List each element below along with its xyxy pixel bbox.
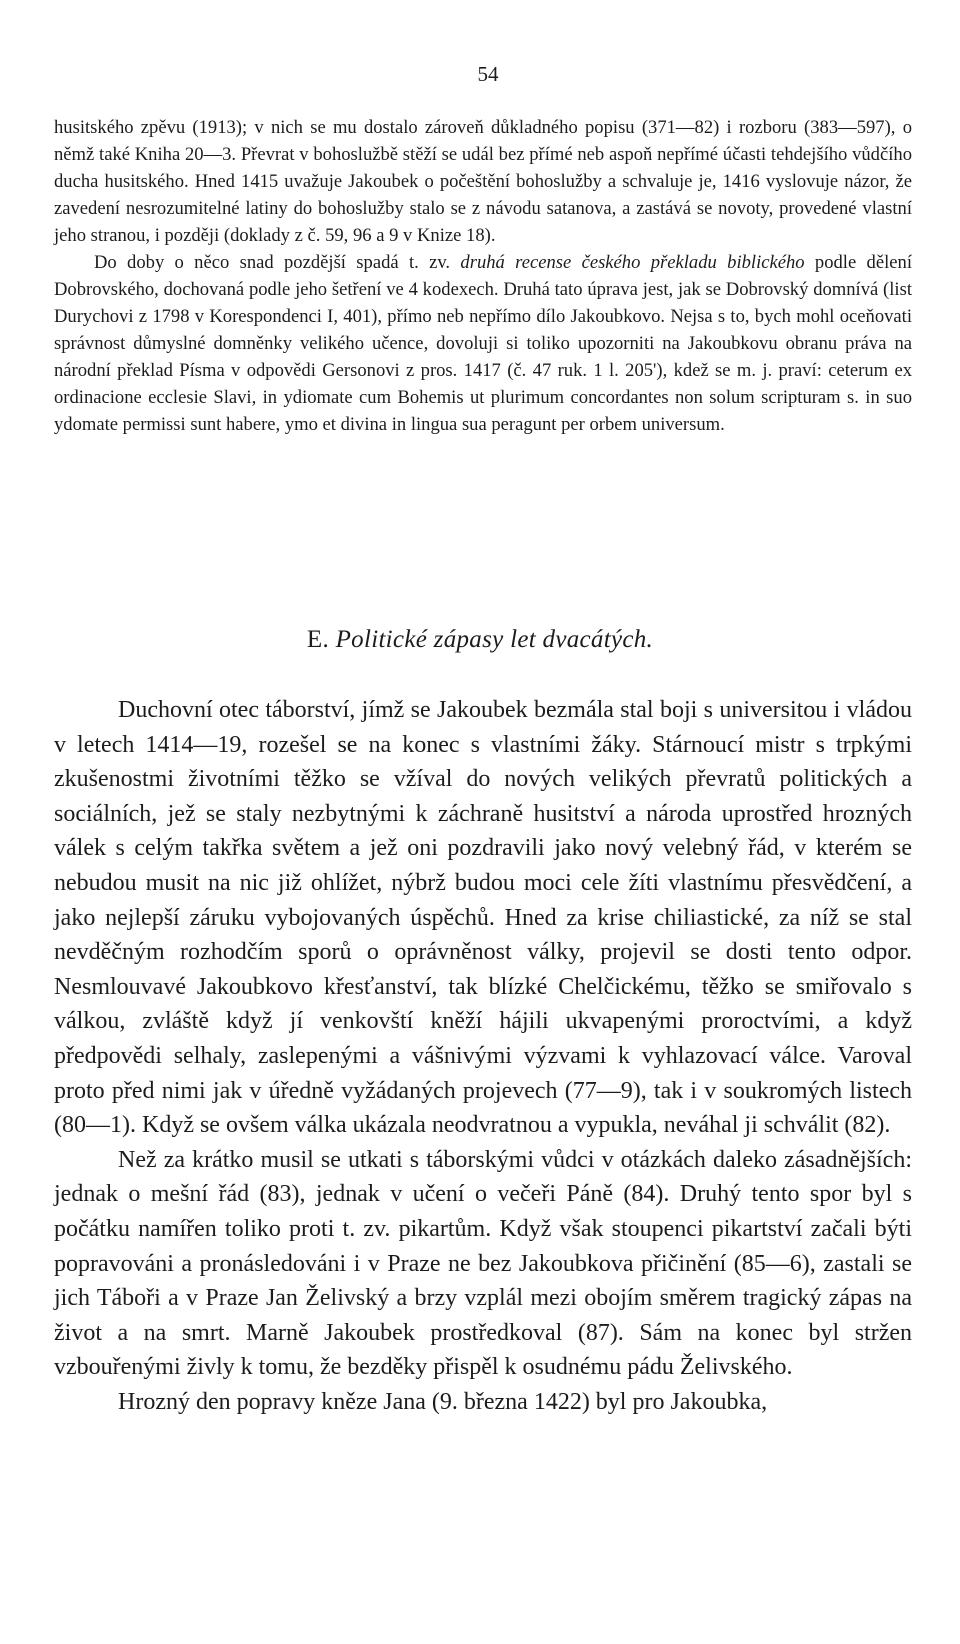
- main-text-section: [54, 693, 912, 1419]
- small-paragraph: [54, 249, 912, 438]
- body-paragraph: Hrozný den popravy kněze Jana (9. března 1422) byl pro Jakoubka,: [118, 1388, 768, 1415]
- page-number: 54: [477, 62, 499, 86]
- section-title: Politické zápasy let dvacátých.: [335, 626, 654, 653]
- body-paragraph: Než za krátko musil se utkati s táborskými vůdci v otázkách daleko zásadnějších: jednak o mešní řád (83), jednak v učení o večeři Páně (84). Druhý tento spor byl s počátku namířen toliko proti t. zv. pikartům. Když však stoupenci pikartství začali býti popravováni a pronásledováni i v Praze ne bez Jakoubkova přičinění (85—6), zastali se jich Táboři a v Praze Jan Želivský a brzy vzplál mezi obojím směrem tragický zápas na život a na smrt. Marně Jakoubek prostředkoval (87). Sám na konec byl stržen vzbouřenými živly k tomu, že bezděky přispěl k osudnému pádu Želivského.: [54, 1146, 912, 1381]
- italic-title: druhá recense českého překladu biblického: [460, 252, 805, 273]
- section-heading: [0, 626, 960, 654]
- small-print-section: [54, 114, 912, 438]
- small-paragraph: husitského zpěvu (1913); v nich se mu dostalo zároveň důkladného popisu (371—82) i rozboru (383—597), o němž také Kniha 20—3. Převrat v bohoslužbě stěží se udál bez přímé neb aspoň nepřímé účasti tehdejšího vůdčího ducha husitského. Hned 1415 uvažuje Jakoubek o počeštění bohoslužby a schvaluje je, 1416 vyslovuje názor, že zavedení nesrozumitelné latiny do bohoslužby stalo se z návodu satanova, a zastává se novoty, provedené vlastní jeho stranou, i později (doklady z č. 59, 96 a 9 v Knize 18).: [54, 117, 912, 246]
- text-run: Do doby o něco snad pozdější spadá t. zv.: [94, 252, 461, 273]
- section-letter: E.: [306, 626, 330, 653]
- text-run: podle dělení Dobrovského, dochovaná podle jeho šetření ve 4 kodexech. Druhá tato úprava jest, jak se Dobrovský domnívá (list Durychovi z 1798 v Korespondenci I, 401), přímo neb nepřímo dílo Jakoubkovo. Nejsa s to, bych mohl oceňovati správnost důmyslné domněnky velikého učence, dovoluji si toliko upozorniti na Jakoubkovu obranu práva na národní překlad Písma v odpovědi Gersonovi z pros. 1417 (č. 47 ruk. 1 l. 205'), kdež se m. j. praví: ceterum ex ordinacione ecclesie Slavi, in ydiomate cum Bohemis ut plurimum concordantes non solum scripturam s. in suo ydomate permissi sunt habere, ymo et divina in lingua sua peragunt per orbem universum.: [54, 252, 912, 435]
- body-paragraph: Duchovní otec táborství, jímž se Jakoubek bezmála stal boji s universitou i vládou v letech 1414—19, rozešel se na konec s vlastními žáky. Stárnoucí mistr s trpkými zkušenostmi životními těžko se vžíval do nových velikých převratů politických a sociálních, jež se staly nezbytnými k záchraně husitství a národa uprostřed hrozných válek s celým takřka světem a jež oni pozdravili jako nový velebný řád, v kterém se nebudou musit na nic již ohlížet, nýbrž budou moci cele žíti vlastnímu přesvědčení, a jako nejlepší záruku vybojovaných úspěchů. Hned za krise chiliastické, za níž se stal nevděčným rozhodčím sporů o oprávněnost války, projevil se dosti tento odpor. Nesmlouvavé Jakoubkovo křesťanství, tak blízké Chelčickému, těžko se smiřovalo s válkou, zvláště když jí venkovští kněží hájili ukvapenými proroctvími, a když předpovědi selhaly, zaslepenými a vášnivými výzvami k vyhlazovací válce. Varoval proto před nimi jak v úředně vyžádaných projevech (77—9), tak i v soukromých listech (80—1). Když se ovšem válka ukázala neodvratnou a vypukla, neváhal ji schválit (82).: [54, 697, 912, 1139]
